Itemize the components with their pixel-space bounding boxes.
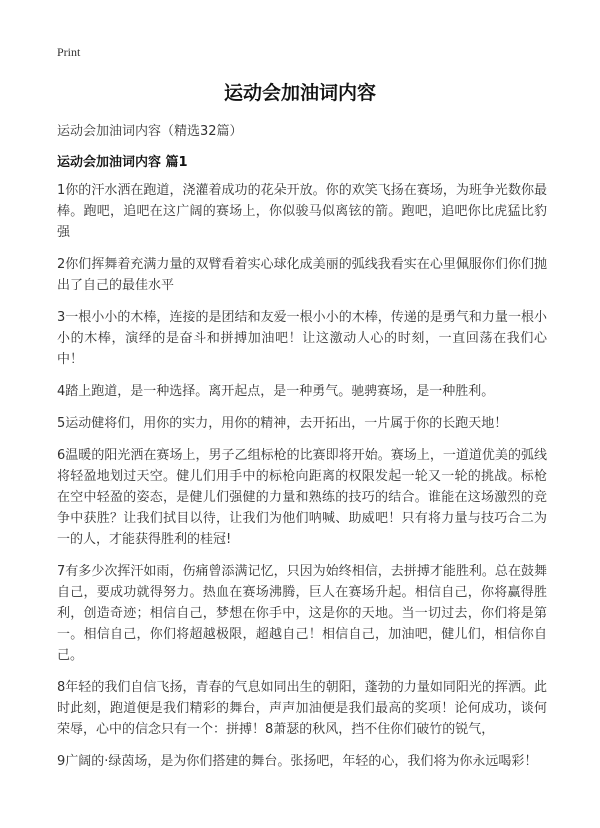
section-heading: 运动会加油词内容 篇1 <box>57 155 188 170</box>
paragraph-3: 3一根小小的木棒，连接的是团结和友爱一根小小的木棒，传递的是勇气和力量一根小小的木棒，演绎的是奋斗和拼搏加油吧！让这激动人心的时刻，一直回荡在我们心中！ <box>57 310 547 367</box>
paragraph-2: 2你们挥舞着充满力量的双臂看着实心球化成美丽的弧线我看实在心里佩服你们你们抛出了自己的最佳水平 <box>57 257 547 293</box>
paragraph-7: 7有多少次挥汗如雨，伤痛曾添满记忆，只因为始终相信，去拼搏才能胜利。总在鼓舞自己，要成功就得努力。热血在赛场沸腾，巨人在赛场升起。相信自己，你将赢得胜利，创造奇迹；相信自己，梦想在你手中，这是你的天地。当一切过去，你们将是第一。相信自己，你们将超越极限，超越自己！相信自己，加油吧，健儿们，相信你自己。 <box>57 564 547 663</box>
document-subtitle: 运动会加油词内容（精选32篇） <box>57 124 243 139</box>
paragraph-4: 4踏上跑道，是一种选择。离开起点，是一种勇气。驰骋赛场，是一种胜利。 <box>57 384 495 399</box>
paragraph-1: 1你的汗水洒在跑道，浇灌着成功的花朵开放。你的欢笑飞扬在赛场，为班争光数你最棒。跑吧，追吧在这广阔的赛场上，你似骏马似离铉的箭。跑吧，追吧你比虎猛比豹强 <box>57 183 547 240</box>
paragraph-6: 6温暖的阳光洒在赛场上，男子乙组标枪的比赛即将开始。赛场上，一道道优美的弧线将轻盈地划过天空。健儿们用手中的标枪向距离的权限发起一轮又一轮的挑战。标枪在空中轻盈的姿态，是健儿们强健的力量和熟练的技巧的结合。谁能在这场激烈的竞争中获胜？让我们拭目以待，让我们为他们呐喊、助威吧！只有将力量与技巧合二为一的人，才能获得胜利的桂冠! <box>57 448 547 547</box>
paragraph-8: 8年轻的我们自信飞扬，青春的气息如同出生的朝阳，蓬勃的力量如同阳光的挥洒。此时此刻，跑道便是我们精彩的舞台，声声加油便是我们最高的奖项！论何成功，谈何荣辱，心中的信念只有一个：拼搏！8萧瑟的秋风，挡不住你们破竹的锐气， <box>57 680 547 737</box>
paragraph-5: 5运动健将们，用你的实力，用你的精神，去开拓出，一片属于你的长跑天地！ <box>57 416 508 431</box>
page-title: 运动会加油词内容 <box>223 82 376 104</box>
print-link[interactable]: Print <box>57 45 81 59</box>
article-body <box>57 180 547 783</box>
paragraph-9: 9广阔的·绿茵场，是为你们搭建的舞台。张扬吧，年轻的心，我们将为你永远喝彩！ <box>57 754 538 769</box>
